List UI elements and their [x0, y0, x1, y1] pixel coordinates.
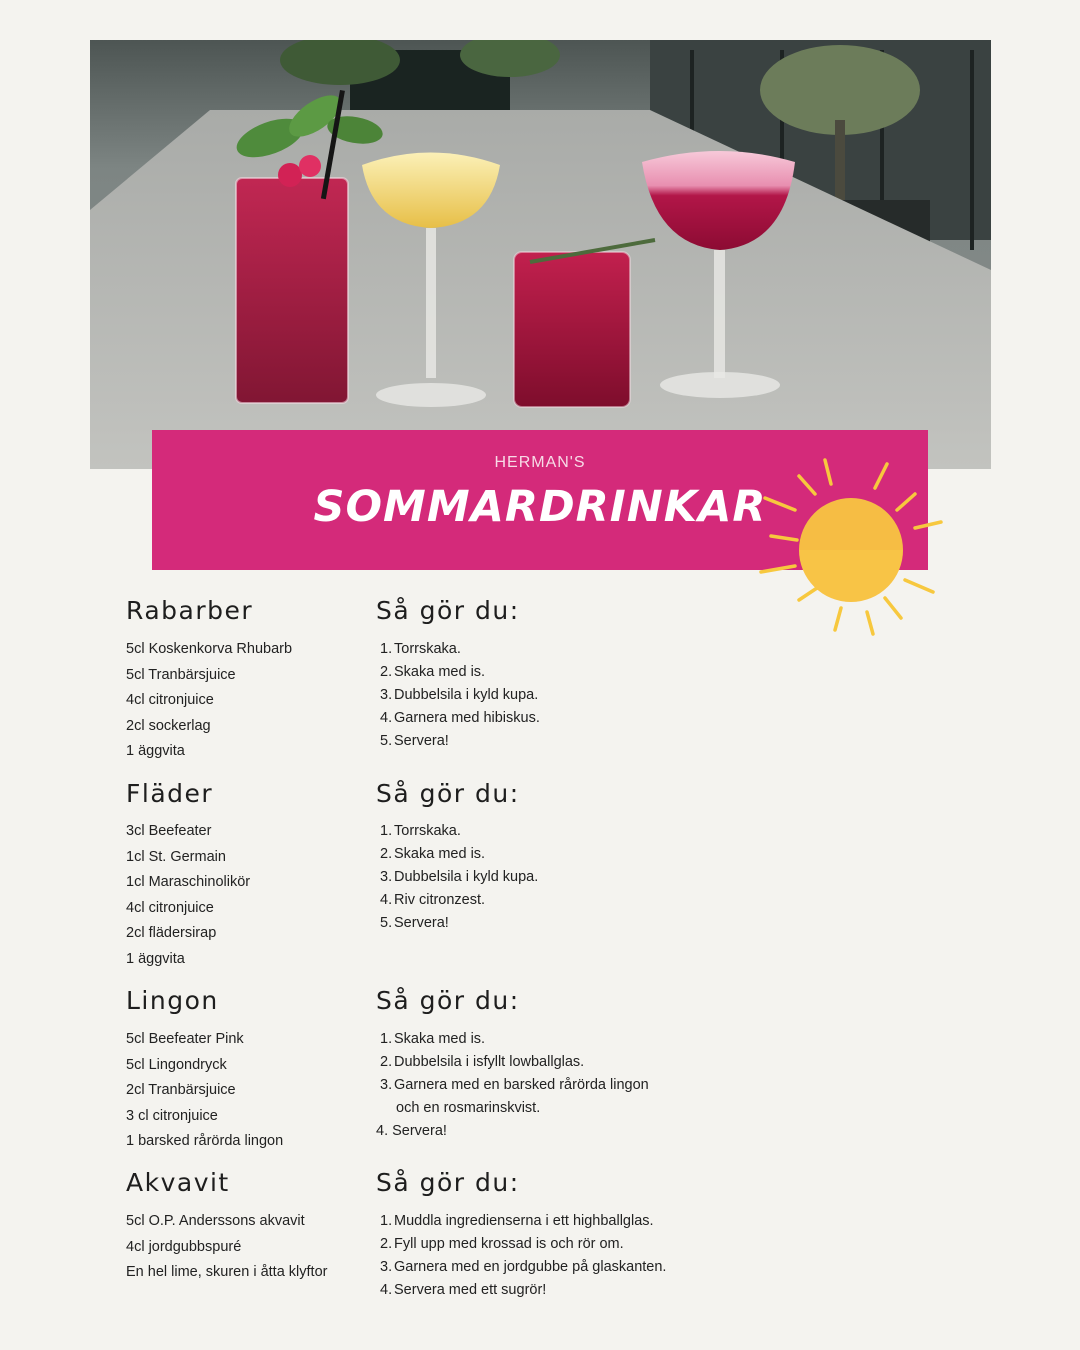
step-text: Dubbelsila i isfyllt lowballglas.: [394, 1054, 585, 1070]
ingredient-item: 3 cl citronjuice: [126, 1107, 218, 1124]
step-text: Skaka med is.: [394, 846, 486, 862]
step-item: [376, 866, 538, 889]
step-item: [376, 1233, 666, 1256]
ingredients-list-flader: [126, 819, 250, 972]
step-text: Servera med ett sugrör!: [394, 1282, 547, 1298]
ingredient-item: 4cl citronjuice: [126, 899, 214, 916]
step-item: [376, 1210, 666, 1233]
ingredient-item: 1 äggvita: [126, 950, 185, 967]
step-number: 3.: [380, 1259, 393, 1275]
steps-heading-lingon: Så gör du:: [376, 986, 520, 1015]
step-text: 4. Servera!: [376, 1123, 447, 1139]
step-number: 2.: [380, 664, 393, 680]
step-item: [376, 1256, 666, 1279]
step-text: Skaka med is.: [394, 1031, 486, 1047]
page-title: SOMMARDRINKAR: [313, 482, 767, 532]
ingredients-list-rabarber: [126, 637, 292, 765]
step-item-continuation: [376, 1097, 649, 1120]
step-number: 2.: [380, 1236, 393, 1252]
step-item: [376, 843, 538, 866]
step-number: 2.: [380, 846, 393, 862]
steps-list-rabarber: [376, 638, 540, 753]
step-number: 3.: [380, 687, 393, 703]
step-text: Torrskaka.: [394, 641, 461, 657]
step-item: [376, 684, 540, 707]
step-text: Dubbelsila i kyld kupa.: [394, 687, 539, 703]
banner-kicker: HERMAN'S: [494, 454, 586, 471]
step-text: Servera!: [394, 915, 449, 931]
step-item: [376, 1028, 649, 1051]
step-number: 4.: [380, 1282, 393, 1298]
steps-list-lingon: [376, 1028, 649, 1143]
step-item: [376, 638, 540, 661]
step-text: Skaka med is.: [394, 664, 486, 680]
cocktail-photo-illustration: [90, 40, 991, 469]
step-text: Dubbelsila i kyld kupa.: [394, 869, 539, 885]
step-text: och en rosmarinskvist.: [396, 1100, 541, 1116]
step-number: 5.: [380, 915, 393, 931]
steps-heading-akvavit: Så gör du:: [376, 1168, 520, 1197]
ingredient-item: 5cl Koskenkorva Rhubarb: [126, 641, 293, 657]
step-item: [376, 912, 538, 935]
steps-list-flader: [376, 820, 538, 935]
ingredient-item: 5cl O.P. Anderssons akvavit: [126, 1213, 305, 1229]
step-text: Servera!: [394, 733, 449, 749]
step-item: [376, 661, 540, 684]
step-text: Muddla ingredienserna i ett highballglas.: [394, 1213, 654, 1229]
ingredient-item: 5cl Lingondryck: [126, 1056, 227, 1073]
step-number: 4.: [380, 892, 393, 908]
step-number: 1.: [380, 1213, 393, 1229]
ingredient-item: 3cl Beefeater: [126, 823, 212, 839]
step-item: [376, 730, 540, 753]
ingredient-item: 5cl Tranbärsjuice: [126, 666, 236, 683]
ingredient-item: 2cl Tranbärsjuice: [126, 1082, 236, 1098]
step-text: Riv citronzest.: [394, 892, 486, 908]
step-text: Fyll upp med krossad is och rör om.: [394, 1236, 624, 1252]
recipe-title-akvavit: Akvavit: [126, 1168, 230, 1197]
ingredient-item: 1cl Maraschinolikör: [126, 874, 251, 890]
step-item: [376, 1279, 666, 1302]
recipe-title-flader: Fläder: [126, 779, 214, 808]
steps-heading-rabarber: Så gör du:: [376, 596, 520, 625]
ingredient-item: En hel lime, skuren i åtta klyftor: [126, 1264, 328, 1280]
ingredients-list-akvavit: [126, 1209, 327, 1286]
steps-list-akvavit: [376, 1210, 666, 1302]
recipe-title-rabarber: Rabarber: [126, 596, 254, 625]
recipe-title-lingon: Lingon: [126, 986, 219, 1015]
step-number: 2.: [380, 1054, 393, 1070]
step-item: [376, 1074, 649, 1097]
hero-photo: [90, 40, 991, 469]
step-text: Torrskaka.: [394, 823, 461, 839]
ingredient-item: 4cl jordgubbspuré: [126, 1238, 242, 1255]
step-text: Garnera med en jordgubbe på glaskanten.: [394, 1259, 667, 1275]
step-number: 5.: [380, 733, 393, 749]
step-number: 4.: [380, 710, 393, 726]
steps-heading-flader: Så gör du:: [376, 779, 520, 808]
step-number: 1.: [380, 1031, 393, 1047]
step-number: 3.: [380, 869, 393, 885]
ingredient-item: 2cl sockerlag: [126, 717, 211, 734]
ingredients-list-lingon: [126, 1027, 283, 1155]
ingredient-item: 1cl St. Germain: [126, 848, 226, 865]
step-item: [376, 820, 538, 843]
ingredient-item: 1 barsked rårörda lingon: [126, 1133, 284, 1149]
sun-icon: [755, 452, 950, 642]
step-text: Garnera med en barsked rårörda lingon: [394, 1077, 649, 1093]
step-item: [376, 1051, 649, 1074]
step-number: 1.: [380, 641, 393, 657]
ingredient-item: 2cl flädersirap: [126, 925, 217, 941]
ingredient-item: 4cl citronjuice: [126, 692, 214, 708]
step-item: [376, 889, 538, 912]
step-item: [376, 707, 540, 730]
ingredient-item: 1 äggvita: [126, 743, 185, 759]
step-item: [376, 1120, 649, 1143]
step-number: 1.: [380, 823, 393, 839]
step-text: Garnera med hibiskus.: [394, 710, 540, 726]
step-number: 3.: [380, 1077, 393, 1093]
ingredient-item: 5cl Beefeater Pink: [126, 1031, 244, 1047]
